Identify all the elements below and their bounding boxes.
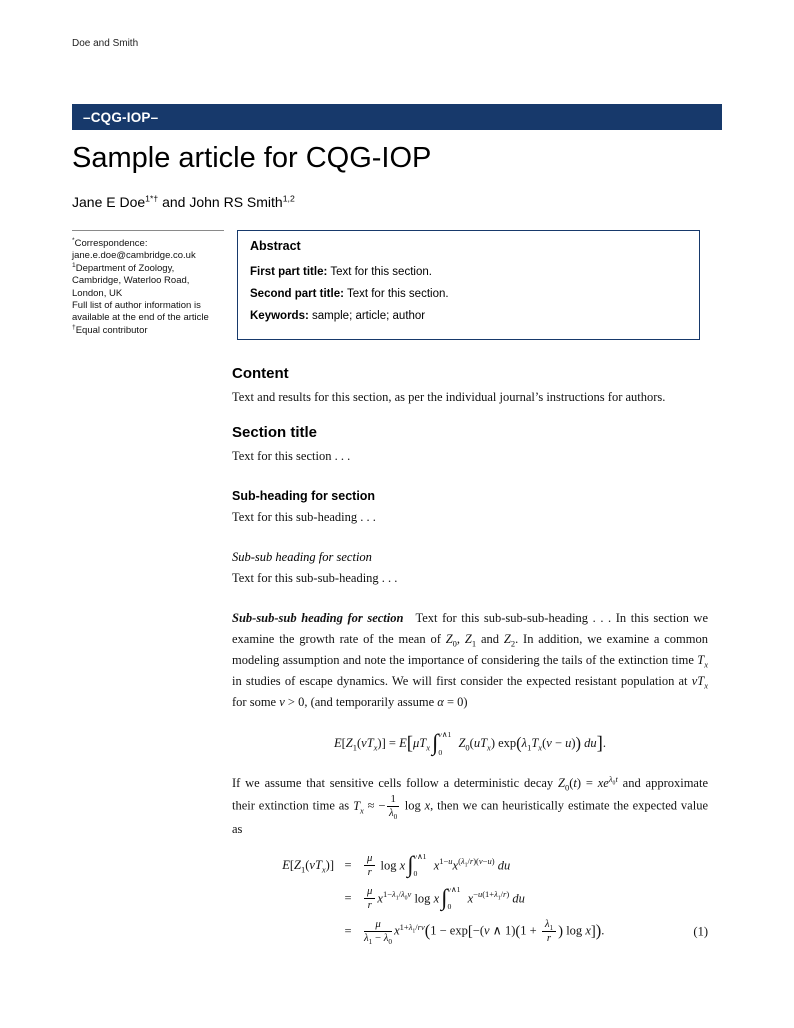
subsubsub-paragraph (232, 608, 708, 713)
running-header: Doe and Smith (72, 38, 139, 49)
main-content (232, 356, 708, 948)
abstract-heading: Abstract (250, 239, 301, 253)
article-title: Sample article for CQG-IOP (72, 142, 432, 174)
author-info-note: Full list of author information is (72, 300, 201, 312)
if-paragraph: If we assume that sensitive cells follow a deterministic decay $Z_0(t) = xe^{\lambda_0t}$ and approximate their extinction time as $T_x$ ≈ − $\frac{1}{\lambda_0}$ log x, then we can heuristically estimate the expected value as (232, 773, 708, 837)
journal-banner-label: –CQG-IOP– (83, 109, 159, 125)
equal-contributor-note: †Equal contributor (72, 323, 148, 336)
subsubsection-heading: Sub-sub heading for section (232, 550, 372, 564)
content-paragraph: Text and results for this section, as per the individual journal’s instructions for authors. (232, 390, 666, 404)
abstract-item (250, 283, 687, 305)
correspondence-email: jane.e.doe@cambridge.co.uk (72, 250, 196, 262)
equation-number: (1) (693, 924, 708, 939)
equation-rhs: $\frac{\mu}{r}$ log x∫ v∧1 0 $x^{1-u}x^{(\lambda_1/r)(v-u)}$ du (362, 853, 702, 880)
affiliation-line: Cambridge, Waterloo Road, (72, 275, 190, 287)
affiliation-line: London, UK (72, 287, 123, 299)
equation-rhs: $\frac{\mu}{\lambda_1 - \lambda_0}$ $x^{1+\lambda_1/rv}(1 - \exp[-(v$ ∧ 1)(1 + $\frac{\lambda_1}{r}$ ) log x]). (364, 918, 605, 947)
abstract-item-text: Text for this section. (346, 288, 449, 300)
correspondence-block (72, 230, 224, 337)
abstract-box (237, 230, 700, 340)
subsection-paragraph: Text for this sub-heading . . . (232, 510, 376, 524)
equals-sign: = (344, 858, 352, 873)
authors-line: Jane E Doe$^{1*\dagger}$ and John RS Smith$^{1,2}$ (72, 193, 295, 210)
equation-lhs: $E[Z_1(vT_x)]$ (282, 858, 334, 875)
equation-rhs: $\frac{\mu}{r}$ $x^{1-\lambda_1/\lambda_0v}$ log x∫ v∧1 0 $x^{-u(1+\lambda_1/r)}$ du (362, 886, 702, 913)
runin-heading: Sub-sub-sub heading for section (232, 611, 404, 625)
section-heading: Section title (232, 424, 318, 441)
abstract-item (250, 261, 687, 283)
subsubsection-paragraph: Text for this sub-sub-heading . . . (232, 571, 398, 585)
abstract-item-text: Text for this section. (330, 266, 432, 278)
abstract-item-label: Second part title: (250, 288, 344, 300)
affiliation-line: $^1$Department of Zoology, (72, 261, 175, 274)
equals-sign: = (344, 891, 352, 906)
runin-text: Text for this sub-sub-sub-heading . . . In this section we examine the growth rate of the mean of $Z_0$, $Z_1$ and $Z_2$. In addition, we examine a common modeling assumption and note the importance of considering the tails of the extinction time $T_x$ in studies of escape dynamics. We will first consider the expected resistant population at $vT_x$ for some v > 0, (and temporarily assume α = 0) (232, 611, 708, 709)
correspondence-line: *Correspondence: (72, 236, 148, 249)
abstract-item-text: sample; article; author (312, 310, 426, 322)
abstract-item-label: First part title: (250, 266, 328, 278)
section-paragraph: Text for this section . . . (232, 449, 351, 463)
aligned-equations (232, 849, 708, 948)
abstract-item-label: Keywords: (250, 310, 309, 322)
subsection-heading: Sub-heading for section (232, 489, 376, 503)
equation-row (232, 915, 708, 948)
equals-sign: = (344, 924, 352, 939)
display-equation: $E[Z_1(vT_x)] = E[\mu T_x\int$ v∧1 0 $Z_0(uT_x) \exp(\lambda_1T_x(v - u))$ du]. (333, 729, 607, 757)
journal-banner (72, 104, 722, 130)
content-heading: Content (232, 365, 289, 382)
equation-row (232, 882, 708, 915)
author-info-note: available at the end of the article (72, 312, 209, 324)
equation-row (232, 849, 708, 882)
abstract-item (250, 305, 687, 327)
